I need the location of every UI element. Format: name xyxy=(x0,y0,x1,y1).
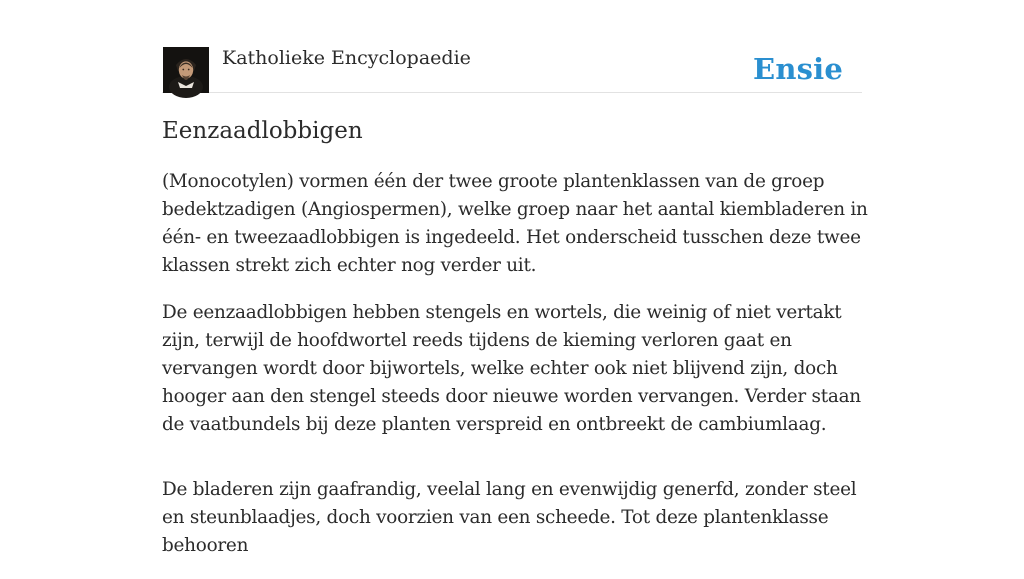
header xyxy=(162,0,862,93)
article-body xyxy=(162,168,874,579)
paragraph-2: De eenzaadlobbigen hebben stengels en wortels, die weinig of niet vertakt zijn, terwijl de hoofdwortel reeds tijdens de kieming verloren gaat en vervangen wordt door bijwortels, welke echter ook niet blijvend zijn, doch hooger aan den stengel steeds door nieuwe worden vervangen. Verder staan de vaatbundels bij deze planten verspreid en ontbreekt de cambiumlaag. xyxy=(162,302,861,435)
page xyxy=(162,0,868,556)
article-title: Eenzaadlobbigen xyxy=(162,118,363,144)
portrait-avatar-icon[interactable] xyxy=(163,47,209,93)
source-title[interactable]: Katholieke Encyclopaedie xyxy=(222,47,471,69)
paragraph-1: (Monocotylen) vormen één der twee groote plantenklassen van de groep bedektzadigen (Angiospermen), welke groep naar het aantal kiembladeren in één- en tweezaadlobbigen is ingedeeld. Het onderscheid tusschen deze twee klassen strekt zich echter nog verder uit. xyxy=(162,171,868,276)
ensie-logo[interactable]: Ensie xyxy=(753,52,843,86)
paragraph-3: De bladeren zijn gaafrandig, veelal lang en evenwijdig generfd, zonder steel en steunblaadjes, doch voorzien van een scheede. Tot deze plantenklasse behooren xyxy=(162,479,857,556)
